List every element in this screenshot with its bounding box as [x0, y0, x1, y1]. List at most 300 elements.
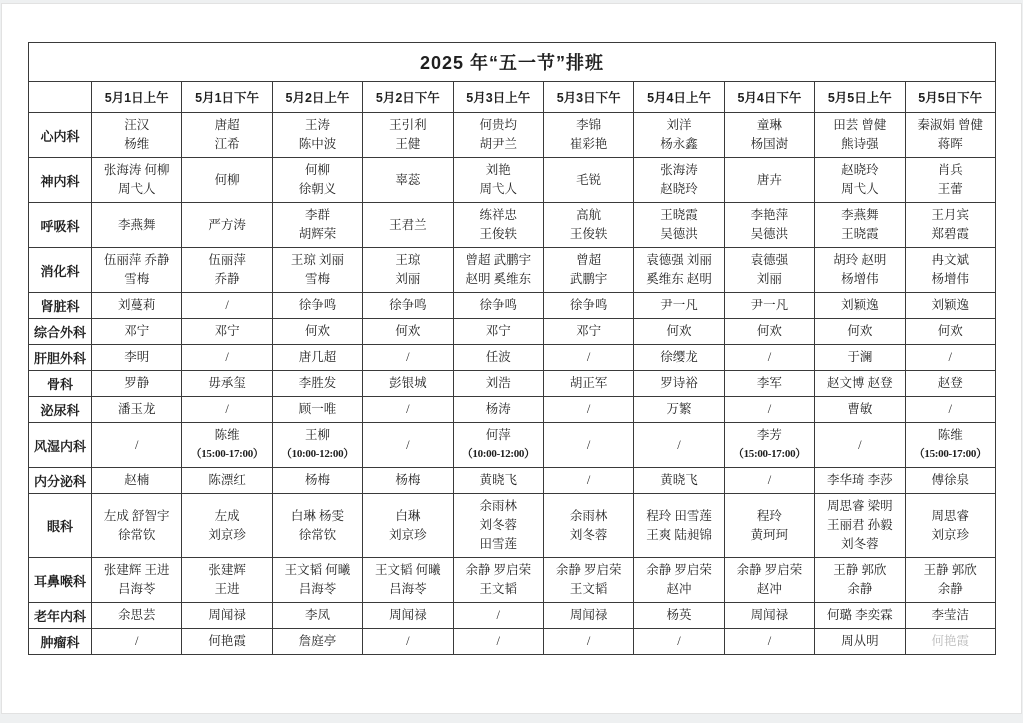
cell-line: 赵晓玲 [660, 182, 698, 196]
schedule-cell [815, 423, 905, 468]
schedule-cell [92, 319, 182, 345]
schedule-table [28, 42, 996, 655]
cell-line: 周闻禄 [750, 608, 789, 622]
cell-line: 潘玉龙 [117, 402, 156, 416]
schedule-cell [272, 468, 362, 494]
table-row [29, 345, 996, 371]
cell-line: 周闻禄 [208, 608, 246, 622]
schedule-cell [453, 423, 543, 468]
column-header: 5月4日下午 [724, 82, 814, 113]
department-label: 骨科 [29, 371, 92, 397]
schedule-cell [272, 203, 362, 248]
schedule-cell [815, 345, 905, 371]
cell-line: 余静 罗启荣 [465, 563, 532, 577]
department-label: 肝胆外科 [29, 345, 92, 371]
schedule-cell [815, 158, 905, 203]
cell-line: 杨维 [124, 137, 150, 151]
cell-line: 张建辉 王进 [103, 563, 170, 577]
cell-line: 辜蕊 [395, 172, 421, 187]
cell-line: 王健 [395, 137, 421, 151]
cell-line: 左成 [214, 508, 240, 523]
schedule-cell [905, 603, 995, 629]
document-page [2, 4, 1021, 713]
schedule-cell [453, 603, 543, 629]
schedule-cell [453, 345, 543, 371]
cell-line: 赵冲 [756, 582, 782, 596]
schedule-cell [543, 558, 633, 603]
schedule-cell [905, 558, 995, 603]
schedule-cell [543, 423, 633, 468]
cell-line: 李芳 [756, 428, 782, 442]
schedule-cell [182, 158, 272, 203]
column-header: 5月3日上午 [453, 82, 543, 113]
schedule-cell [543, 603, 633, 629]
cell-line: 周弋人 [117, 182, 156, 196]
cell-line: / [496, 608, 500, 622]
cell-line: 杨涛 [485, 402, 511, 416]
schedule-cell [182, 345, 272, 371]
cell-line: 曾超 武鹏宇 [465, 253, 532, 267]
cell-line: 胡正军 [569, 376, 608, 390]
cell-line: / [767, 473, 772, 487]
cell-line: 周闻禄 [569, 608, 608, 622]
schedule-cell [453, 371, 543, 397]
table-row [29, 203, 996, 248]
cell-line: 袁德强 刘丽 [646, 253, 712, 267]
cell-line: 陈中波 [298, 137, 337, 151]
schedule-cell [905, 397, 995, 423]
schedule-cell [92, 293, 182, 319]
schedule-cell [905, 423, 995, 468]
cell-line: 田芸 曾健 [833, 118, 887, 132]
schedule-cell [543, 113, 633, 158]
schedule-cell [543, 293, 633, 319]
cell-line: 何艳霞 [208, 634, 246, 648]
schedule-cell [815, 629, 905, 655]
schedule-cell [634, 494, 724, 558]
cell-line: 余静 罗启荣 [555, 563, 622, 577]
table-row [29, 293, 996, 319]
cell-line: 詹庭亭 [298, 634, 337, 648]
cell-line: 王文韬 [479, 582, 518, 596]
cell-line: 邓宁 [214, 324, 240, 338]
cell-line: 胡尹兰 [479, 137, 518, 151]
cell-line: 周弋人 [841, 182, 879, 196]
cell-line: / [948, 350, 952, 364]
schedule-cell [724, 371, 814, 397]
schedule-cell [815, 113, 905, 158]
cell-line: 周闻禄 [389, 608, 427, 622]
cell-line: / [586, 473, 591, 487]
cell-line: / [586, 437, 591, 452]
cell-line: 王文韬 何曦 [284, 563, 351, 577]
table-row [29, 494, 996, 558]
cell-line: 左成 舒智宇 [103, 508, 170, 523]
cell-line: 冉文斌 [931, 253, 969, 267]
cell-line: 高航 [576, 208, 602, 222]
schedule-cell [634, 345, 724, 371]
cell-line: 黄晓飞 [660, 473, 698, 487]
schedule-cell [543, 345, 633, 371]
schedule-cell [272, 397, 362, 423]
cell-line: / [225, 402, 229, 416]
department-label: 消化科 [29, 248, 92, 293]
title-row [29, 43, 996, 82]
cell-line: 肖兵 [937, 163, 963, 177]
schedule-cell [363, 371, 453, 397]
cell-line: 张建辉 [208, 563, 246, 577]
cell-line: 秦淑娟 曾健 [917, 118, 984, 132]
cell-line: 赵楠 [124, 473, 150, 487]
table-row [29, 468, 996, 494]
cell-line: 杨增伟 [931, 272, 969, 286]
cell-line: 张海涛 [660, 163, 698, 177]
cell-line: 熊诗强 [841, 137, 879, 151]
schedule-cell [182, 203, 272, 248]
cell-line: 周思睿 梁明 [827, 499, 893, 513]
cell-line: 唐超 [214, 118, 240, 132]
cell-line: / [677, 634, 681, 648]
cell-line: （15:00-17:00） [732, 448, 806, 460]
schedule-cell [363, 423, 453, 468]
schedule-cell [453, 558, 543, 603]
cell-line: 尹一凡 [660, 298, 698, 312]
cell-line: 刘蔓莉 [117, 298, 156, 312]
cell-line: 周思睿 [931, 508, 969, 523]
cell-line: 杨英 [666, 608, 692, 622]
cell-line: 何欢 [666, 324, 692, 338]
schedule-cell [905, 113, 995, 158]
cell-line: / [406, 402, 410, 416]
schedule-cell [543, 158, 633, 203]
schedule-cell [453, 494, 543, 558]
cell-line: 胡辉荣 [298, 227, 337, 241]
cell-line: 王蕾 [937, 182, 963, 196]
cell-line: 赵晓玲 [841, 163, 879, 177]
table-row [29, 423, 996, 468]
department-label: 肾脏科 [29, 293, 92, 319]
cell-line: 吴德洪 [660, 227, 698, 241]
cell-line: 吕海苓 [298, 582, 337, 596]
schedule-cell [92, 629, 182, 655]
cell-line: 赵明 奚维东 [465, 272, 532, 286]
cell-line: 周从明 [841, 634, 879, 648]
cell-line: 罗诗裕 [660, 376, 698, 390]
schedule-cell [272, 494, 362, 558]
schedule-cell [634, 203, 724, 248]
cell-line: 白琳 杨雯 [290, 508, 345, 523]
schedule-cell [363, 203, 453, 248]
schedule-cell [272, 423, 362, 468]
schedule-cell [453, 468, 543, 494]
cell-line: （15:00-17:00） [190, 448, 264, 460]
cell-line: 李锦 [576, 118, 602, 132]
department-label: 泌尿科 [29, 397, 92, 423]
cell-line: 顾一唯 [298, 402, 337, 416]
cell-line: 袁德强 [750, 253, 789, 267]
cell-line: 雪梅 [124, 272, 150, 286]
schedule-cell [363, 558, 453, 603]
cell-line: 吕海苓 [389, 582, 427, 596]
schedule-cell [92, 603, 182, 629]
schedule-cell [272, 345, 362, 371]
department-label: 内分泌科 [29, 468, 92, 494]
schedule-cell [905, 494, 995, 558]
cell-line: 王月宾 [931, 208, 969, 222]
cell-line: 曾超 [576, 253, 602, 267]
department-label: 耳鼻喉科 [29, 558, 92, 603]
schedule-cell [92, 423, 182, 468]
cell-line: 刘京珍 [931, 527, 969, 542]
cell-line: 李莹洁 [931, 608, 969, 622]
cell-line: 陈维 [937, 428, 963, 442]
schedule-cell [634, 293, 724, 319]
cell-line: 陈漂红 [208, 473, 246, 487]
column-header: 5月3日下午 [543, 82, 633, 113]
cell-line: 李燕舞 [117, 217, 156, 232]
cell-line: 王晓霞 [841, 227, 879, 241]
cell-line: 赵登 [937, 376, 963, 390]
cell-line: / [496, 634, 500, 648]
cell-line: 任波 [485, 350, 511, 364]
cell-line: 白琳 [395, 508, 421, 523]
schedule-cell [453, 629, 543, 655]
schedule-cell [363, 293, 453, 319]
header-row [29, 82, 996, 113]
cell-line: 王君兰 [389, 217, 427, 232]
schedule-cell [543, 248, 633, 293]
cell-line: 程玲 [756, 508, 782, 523]
cell-line: 程玲 田雪莲 [646, 508, 712, 523]
schedule-cell [363, 345, 453, 371]
cell-line: 何萍 [485, 428, 511, 442]
schedule-cell [724, 494, 814, 558]
cell-line: 唐几超 [298, 350, 337, 364]
schedule-cell [724, 423, 814, 468]
cell-line: 邓宁 [576, 324, 602, 338]
cell-line: 唐卉 [756, 172, 782, 187]
schedule-cell [363, 468, 453, 494]
cell-line: 赵文博 赵登 [827, 376, 893, 390]
schedule-cell [543, 203, 633, 248]
cell-line: 童琳 [756, 118, 782, 132]
schedule-cell [92, 203, 182, 248]
schedule-cell [272, 319, 362, 345]
schedule-cell [272, 371, 362, 397]
cell-line: 田雪莲 [479, 537, 518, 551]
schedule-cell [634, 113, 724, 158]
schedule-cell [92, 468, 182, 494]
department-label: 老年内科 [29, 603, 92, 629]
schedule-cell [182, 293, 272, 319]
schedule-cell [634, 397, 724, 423]
department-label: 综合外科 [29, 319, 92, 345]
cell-line: 徐朝义 [298, 182, 337, 196]
cell-line: 罗静 [124, 376, 150, 390]
schedule-cell [92, 494, 182, 558]
cell-line: 王涛 [304, 118, 330, 132]
schedule-cell [182, 319, 272, 345]
cell-line: 杨梅 [304, 473, 330, 487]
cell-line: 何璐 李奕霖 [827, 608, 893, 622]
column-header: 5月4日上午 [634, 82, 724, 113]
schedule-cell [363, 397, 453, 423]
schedule-cell [724, 158, 814, 203]
schedule-cell [905, 293, 995, 319]
cell-line: 李胜发 [298, 376, 337, 390]
column-header: 5月1日上午 [92, 82, 182, 113]
schedule-cell [815, 603, 905, 629]
schedule-cell [453, 293, 543, 319]
schedule-cell [724, 203, 814, 248]
cell-line: 王引利 [389, 118, 427, 132]
schedule-cell [634, 558, 724, 603]
schedule-cell [92, 397, 182, 423]
schedule-cell [905, 345, 995, 371]
schedule-cell [92, 113, 182, 158]
schedule-cell [905, 248, 995, 293]
schedule-cell [363, 248, 453, 293]
cell-line: 余静 罗启荣 [736, 563, 803, 577]
cell-line: 王文韬 [569, 582, 608, 596]
cell-line: / [134, 437, 139, 452]
table-row [29, 248, 996, 293]
cell-line: 王柳 [304, 428, 330, 442]
schedule-cell [363, 113, 453, 158]
schedule-cell [724, 345, 814, 371]
cell-line: 江希 [214, 137, 240, 151]
cell-line: 余思芸 [117, 608, 156, 622]
cell-line: 于澜 [847, 350, 873, 364]
schedule-cell [905, 468, 995, 494]
cell-line: 徐争鸣 [298, 298, 337, 312]
cell-line: 尹一凡 [750, 298, 789, 312]
schedule-cell [815, 558, 905, 603]
schedule-cell [724, 603, 814, 629]
table-row [29, 397, 996, 423]
cell-line: 奚维东 赵明 [646, 272, 712, 286]
cell-line: 王俊轶 [569, 227, 608, 241]
schedule-cell [815, 319, 905, 345]
cell-line: 李军 [756, 376, 782, 390]
cell-line: 邓宁 [124, 324, 150, 338]
cell-line: 余雨林 [569, 508, 608, 523]
cell-line: 崔彩艳 [569, 137, 608, 151]
schedule-cell [543, 397, 633, 423]
schedule-cell [363, 603, 453, 629]
department-label: 风湿内科 [29, 423, 92, 468]
cell-line: 邓宁 [485, 324, 511, 338]
schedule-cell [272, 603, 362, 629]
schedule-cell [905, 629, 995, 655]
cell-line: 练祥忠 [479, 208, 518, 222]
cell-line: 黄晓飞 [479, 473, 518, 487]
cell-line: 李华琦 李莎 [827, 473, 893, 487]
schedule-cell [453, 248, 543, 293]
schedule-cell [634, 423, 724, 468]
cell-line: 刘颖逸 [841, 298, 879, 312]
department-label: 心内科 [29, 113, 92, 158]
department-label: 神内科 [29, 158, 92, 203]
schedule-cell [363, 319, 453, 345]
cell-line: 吕海苓 [117, 582, 156, 596]
schedule-cell [543, 494, 633, 558]
cell-line: / [406, 350, 410, 364]
schedule-cell [815, 468, 905, 494]
cell-line: 王俊轶 [479, 227, 518, 241]
cell-line: 李艳萍 [750, 208, 789, 222]
table-row [29, 603, 996, 629]
table-row [29, 319, 996, 345]
schedule-cell [905, 319, 995, 345]
schedule-cell [634, 468, 724, 494]
column-header: 5月2日上午 [272, 82, 362, 113]
schedule-cell [724, 558, 814, 603]
cell-line: 余静 [937, 582, 963, 596]
cell-line: 何欢 [395, 324, 421, 338]
cell-line: 曹敏 [847, 402, 873, 416]
schedule-cell [272, 158, 362, 203]
schedule-cell [182, 558, 272, 603]
cell-line: / [767, 350, 772, 364]
cell-line: 刘颖逸 [931, 298, 969, 312]
cell-line: 武鹏宇 [569, 272, 608, 286]
page-title: 2025 年“五一节”排班 [29, 43, 996, 82]
cell-line: 毋承玺 [208, 376, 246, 390]
schedule-cell [724, 397, 814, 423]
cell-line: / [948, 402, 952, 416]
cell-line: 傅徐泉 [931, 473, 969, 487]
cell-line: 刘浩 [485, 376, 511, 390]
cell-line: 杨增伟 [841, 272, 879, 286]
cell-line: 杨国澍 [750, 137, 789, 151]
schedule-cell [453, 203, 543, 248]
schedule-cell [92, 158, 182, 203]
column-header: 5月1日下午 [182, 82, 272, 113]
schedule-cell [453, 319, 543, 345]
cell-line: 何欢 [304, 324, 330, 338]
table-row [29, 113, 996, 158]
cell-line: （10:00-12:00） [461, 448, 535, 460]
schedule-cell [92, 248, 182, 293]
schedule-cell [815, 248, 905, 293]
schedule-cell [543, 371, 633, 397]
cell-line: 李明 [124, 350, 150, 364]
schedule-cell [634, 248, 724, 293]
cell-line: 汪汉 [124, 118, 150, 132]
cell-line: / [586, 634, 591, 648]
cell-line: 毛锐 [576, 172, 602, 187]
table-row [29, 371, 996, 397]
cell-line: 伍丽萍 [208, 253, 246, 267]
cell-line: 刘洋 [666, 118, 692, 132]
cell-line: 何柳 [214, 172, 240, 187]
cell-line: 徐缨龙 [660, 350, 698, 364]
cell-line: 张海涛 何柳 [103, 163, 170, 177]
cell-line: 杨永鑫 [660, 137, 698, 151]
cell-line: / [677, 437, 681, 452]
schedule-cell [182, 423, 272, 468]
cell-line: 王琼 刘丽 [290, 253, 345, 267]
schedule-cell [724, 293, 814, 319]
schedule-cell [634, 158, 724, 203]
department-label: 眼科 [29, 494, 92, 558]
schedule-cell [634, 629, 724, 655]
cell-line: 王琼 [395, 253, 421, 267]
cell-line: 余静 [847, 582, 873, 596]
cell-line: 严方涛 [208, 217, 246, 232]
cell-line: 何艳霞 [931, 634, 969, 648]
